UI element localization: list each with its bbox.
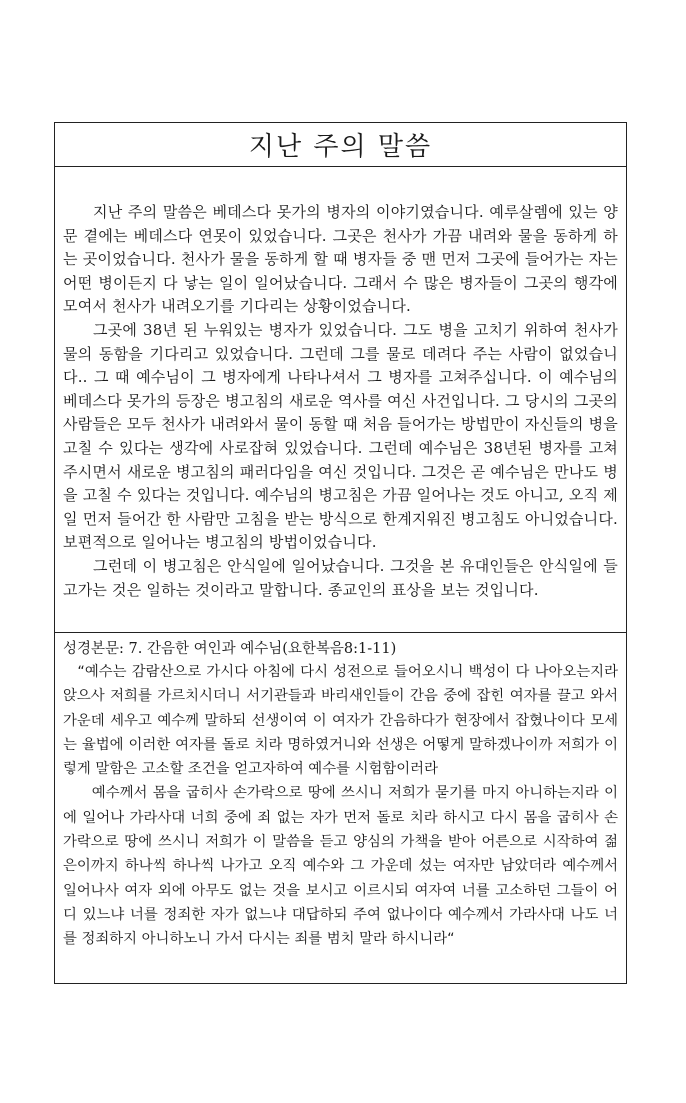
summary-paragraph-1: 지난 주의 말씀은 베데스다 못가의 병자의 이야기였습니다. 예루살렘에 있는 양문 곁에는 베데스다 연못이 있었습니다. 그곳은 천사가 가끔 내려와 물을 동하게 하는 곳이었습니다. 천사가 물을 동하게 할 때 병자들 중 맨 먼저 그곳에 들어가는 자는 어떤 병이든지 다 낳는 일이 일어났습니다. 그래서 수 많은 병자들이 그곳의 행각에 모여서 천사가 내려오기를 기다리는 상황이었습니다. <box>63 203 618 316</box>
summary-paragraph-2: 그곳에 38년 된 누워있는 병자가 있었습니다. 그도 병을 고치기 위하여 천사가 물의 동함을 기다리고 있었습니다. 그런데 그를 물로 데려다 주는 사람이 없었습니다.. 그 때 예수님이 그 병자에게 나타나셔서 그 병자를 고쳐주십니다. 이 예수님의 베데스다 못가의 등장은 병고침의 새로운 역사를 여신 사건입니다. 그 당시의 그곳의 사람들은 모두 천사가 내려와서 물이 동할 때 처음 들어가는 방법만이 자신들의 병을 고칠 수 있다는 생각에 사로잡혀 있었습니다. 그런데 예수님은 38년된 병자를 고쳐주시면서 새로운 병고침의 패러다임을 여신 것입니다. 그것은 곧 예수님은 만나도 병을 고칠 수 있다는 것입니다. 예수님의 병고침은 가끔 일어나는 것도 아니고, 오직 제일 먼저 들어간 한 사람만 고침을 받는 방식으로 한계지워진 병고침도 아니었습니다. 보편적으로 일어나는 병고침의 방법이었습니다. <box>63 320 618 552</box>
page-title: 지난 주의 말씀 <box>248 132 433 162</box>
summary-paragraph-3: 그런데 이 병고침은 안식일에 일어났습니다. 그것을 본 유대인들은 안식일에 들고가는 것은 일하는 것이라고 말합니다. 종교인의 표상을 보는 것입니다. <box>63 556 618 599</box>
summary-section <box>55 167 626 633</box>
scripture-heading: 성경본문: 7. 간음한 여인과 예수님(요한복음8:1-11) <box>63 641 397 657</box>
scripture-paragraph-2: 예수께서 몸을 굽히사 손가락으로 땅에 쓰시니 저희가 묻기를 마지 아니하는지라 이에 일어나 가라사대 너희 중에 죄 없는 자가 먼저 돌로 치라 하시고 다시 몸을 굽히사 손가락으로 땅에 쓰시니 저희가 이 말씀을 듣고 양심의 가책을 받아 어른으로 시작하여 젊은이까지 하나씩 하나씩 나가고 오직 예수와 그 가운데 섰는 여자만 남았더라 예수께서 일어나사 여자 외에 아무도 없는 것을 보시고 이르시되 여자여 너를 고소하던 그들이 어디 있느냐 너를 정죄한 자가 없느냐 대답하되 주여 없나이다 예수께서 가라사대 나도 너를 정죄하지 아니하노니 가서 다시는 죄를 범치 말라 하시니라“ <box>63 785 618 948</box>
scripture-paragraph-1: “예수는 감람산으로 가시다 아침에 다시 성전으로 들어오시니 백성이 다 나아오는지라 앉으사 저희를 가르치시더니 서기관들과 바리새인들이 간음 중에 잡힌 여자를 끌고 와서 가운데 세우고 예수께 말하되 선생이여 이 여자가 간음하다가 현장에서 잡혔나이다 모세는 율법에 이러한 여자를 돌로 치라 명하였거니와 선생은 어떻게 말하겠나이까 저희가 이렇게 말함은 고소할 조건을 얻고자하여 예수를 시험함이러라 <box>63 664 618 778</box>
document-frame <box>54 122 627 984</box>
scripture-section <box>55 633 626 952</box>
title-box <box>55 123 626 167</box>
